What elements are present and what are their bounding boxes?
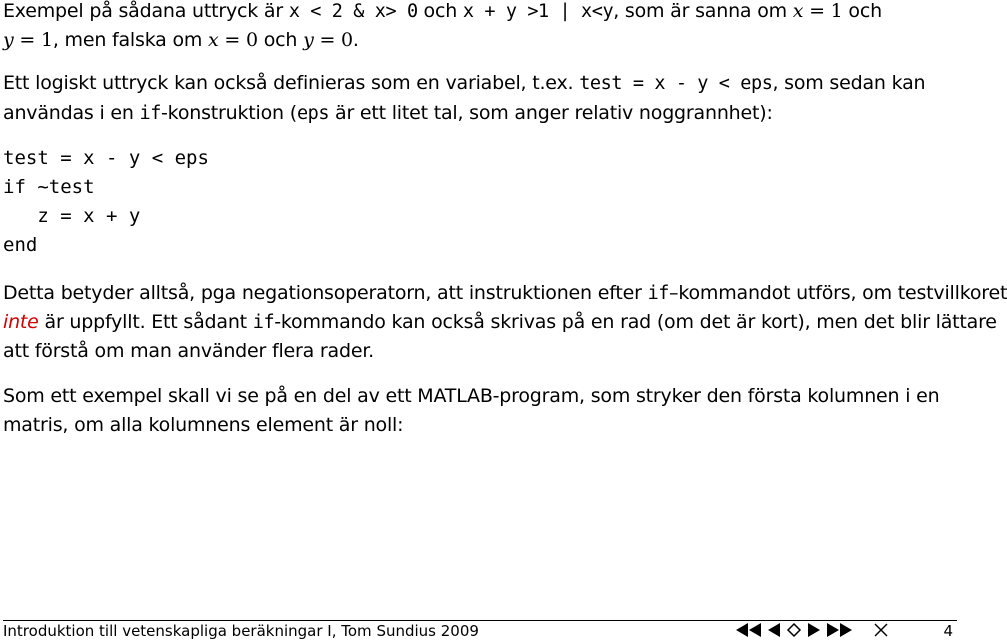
paragraph-2-line-2 xyxy=(3,102,773,124)
text: , men falska om xyxy=(52,29,209,51)
close-icon[interactable] xyxy=(874,623,888,637)
text: användas i en xyxy=(3,102,140,124)
code-inline: test = x - y < eps xyxy=(579,73,773,94)
next-icon[interactable] xyxy=(807,623,820,637)
math-var: x xyxy=(792,0,804,22)
text: och xyxy=(417,0,463,22)
code-line-2: if ~test xyxy=(3,176,95,198)
text: är ett litet tal, som anger relativ noggrannhet): xyxy=(329,102,773,124)
last-icon[interactable] xyxy=(826,623,852,637)
code-inline: x < 2 & x> 0 xyxy=(288,1,418,22)
code-inline: eps xyxy=(296,103,330,124)
text: –kommandot utförs, om testvillkoret xyxy=(669,282,1007,304)
up-icon[interactable] xyxy=(787,623,801,637)
math-expr: = 1 xyxy=(13,29,53,51)
page-number: 4 xyxy=(943,622,953,640)
math-expr: = 1 xyxy=(803,0,843,22)
code-line-4: end xyxy=(3,234,38,256)
text: -konstruktion ( xyxy=(161,102,297,124)
text: är uppfyllt. Ett sådant xyxy=(38,311,253,333)
footer-title: Introduktion till vetenskapliga beräkningar I, Tom Sundius 2009 xyxy=(3,622,479,640)
paragraph-3-line-2 xyxy=(3,311,997,333)
slide-navigation xyxy=(736,620,894,640)
math-expr: = 0 xyxy=(218,29,258,51)
text: , som sedan kan xyxy=(772,72,926,94)
paragraph-1-line-2 xyxy=(3,29,359,51)
math-var: y xyxy=(303,29,314,51)
paragraph-1-line-1 xyxy=(3,0,882,22)
paragraph-2-line-1 xyxy=(3,72,925,94)
text: . xyxy=(352,29,359,51)
code-inline: if xyxy=(139,103,162,124)
text: Ett logiskt uttryck kan också definieras som en variabel, t.ex. xyxy=(3,72,580,94)
emphasis-text: inte xyxy=(3,311,39,333)
footer xyxy=(3,620,957,640)
text: och xyxy=(842,0,882,22)
code-line-3: z = x + y xyxy=(3,205,141,227)
code-inline: if xyxy=(647,283,670,304)
first-icon[interactable] xyxy=(736,623,762,637)
paragraph-4-line-2: matris, om alla kolumnens element är noll: xyxy=(3,414,404,436)
math-var: x xyxy=(208,29,219,51)
text: Exempel på sådana uttryck är xyxy=(3,0,289,22)
math-var: y xyxy=(3,29,14,51)
code-inline: if xyxy=(252,312,275,333)
text: och xyxy=(257,29,304,51)
text: , som är sanna om xyxy=(613,0,793,22)
code-inline: x + y >1 | x<y xyxy=(462,1,614,22)
paragraph-4-line-1: Som ett exempel skall vi se på en del av ett MATLAB-program, som stryker den första kolumnen i en xyxy=(3,385,940,407)
paragraph-3-line-3: att förstå om man använder flera rader. xyxy=(3,340,375,362)
paragraph-3-line-1 xyxy=(3,282,1007,304)
math-expr: = 0 xyxy=(313,29,353,51)
text: Detta betyder alltså, pga negationsoperatorn, att instruktionen efter xyxy=(3,282,648,304)
code-line-1: test = x - y < eps xyxy=(3,147,209,169)
text: -kommando kan också skrivas på en rad (om det är kort), men det blir lättare xyxy=(274,311,997,333)
prev-icon[interactable] xyxy=(768,623,781,637)
